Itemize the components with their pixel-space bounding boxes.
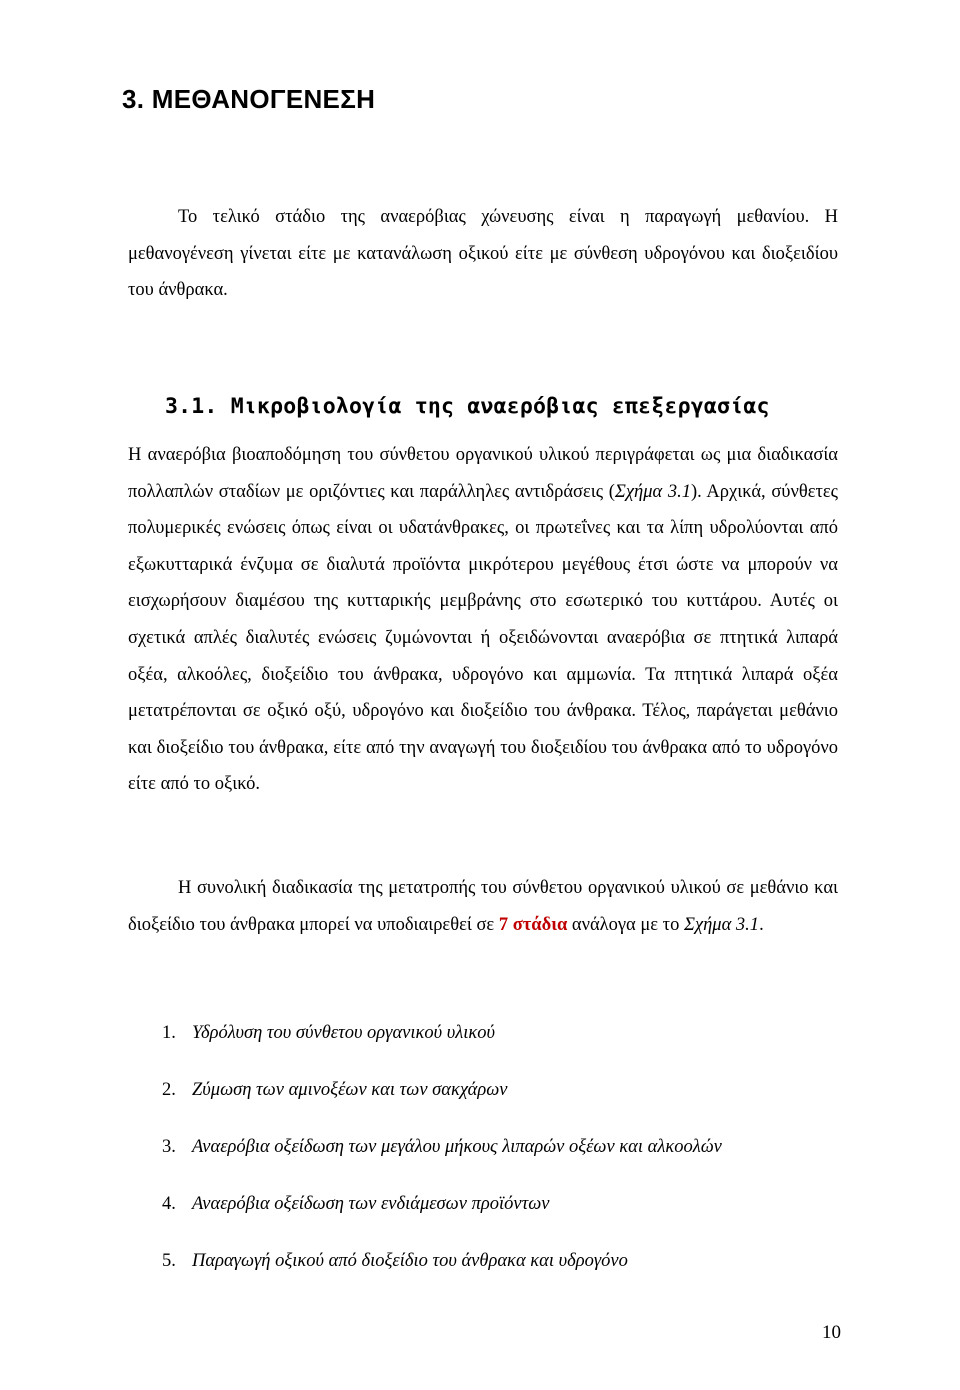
list-item	[162, 1018, 722, 1075]
stage-text: Υδρόλυση του σύνθετου οργανικού υλικού	[192, 1023, 496, 1043]
stage-count-highlight: 7 στάδια	[498, 914, 568, 935]
stage-number: 4.	[162, 1194, 176, 1214]
summary-text-part2: ανάλογα με το	[567, 914, 684, 935]
body-text-part2: ). Αρχικά, σύνθετες πολυμερικές ενώσεις όπως είναι οι υδατάνθρακες, οι πρωτεΐνες και τα λίπη υδρολύονται από εξωκυτταρικά ένζυμα σε διαλυτά προϊόντα μικρότερου μεγέθους έτσι ώστε να μπορούν να εισχωρήσουν διαμέσου της κυτταρικής μεμβράνης στο εσωτερικό του κυττάρου. Αυτές οι σχετικά απλές διαλυτές ενώσεις ζυμώνονται ή οξειδώνονται αναερόβια σε πτητικά λιπαρά οξέα, αλκοόλες, διοξείδιο του άνθρακα, υδρογόνο και αμμωνία. Τα πτητικά λιπαρά οξέα μετατρέπονται σε οξικό οξύ, υδρογόνο και διοξείδιο του άνθρακα. Τέλος, παράγεται μεθάνιο και διοξείδιο του άνθρακα, είτε από την αναγωγή του διοξειδίου του άνθρακα από το υδρογόνο είτε από το οξικό.	[128, 481, 838, 795]
stage-list	[162, 1018, 722, 1303]
page-number: 10	[822, 1322, 841, 1343]
summary-paragraph	[128, 870, 838, 943]
list-item	[162, 1246, 722, 1303]
section-title: 3.1. Μικροβιολογία της αναερόβιας επεξεργασίας	[165, 394, 770, 419]
section-body-paragraph	[128, 437, 838, 803]
stage-text: Αναερόβια οξείδωση των ενδιάμεσων προϊόντων	[192, 1194, 550, 1214]
body-text-part1: Η αναερόβια βιοαποδόμηση του σύνθετου οργανικού υλικού περιγράφεται ως μια διαδικασία πολλαπλών σταδίων με οριζόντιες και παράλληλες αντιδράσεις (	[128, 445, 838, 502]
stage-text: Παραγωγή οξικού από διοξείδιο του άνθρακα και υδρογόνο	[192, 1251, 628, 1271]
stage-number: 3.	[162, 1137, 176, 1157]
intro-paragraph: Το τελικό στάδιο της αναερόβιας χώνευσης είναι η παραγωγή μεθανίου. Η μεθανογένεση γίνεται είτε με κατανάλωση οξικού είτε με σύνθεση υδρογόνου και διοξειδίου του άνθρακα.	[128, 207, 838, 301]
figure-reference: Σχήμα 3.1	[614, 481, 691, 502]
list-item	[162, 1132, 722, 1189]
stage-number: 1.	[162, 1023, 176, 1043]
summary-text-part1: Η συνολική διαδικασία της μετατροπής του σύνθετου οργανικού υλικού σε μεθάνιο και διοξείδιο του άνθρακα μπορεί να υποδιαιρεθεί σε	[128, 878, 838, 935]
stage-number: 2.	[162, 1080, 176, 1100]
chapter-title: 3. ΜΕΘΑΝΟΓΕΝΕΣΗ	[122, 84, 376, 114]
stage-text: Ζύμωση των αμινοξέων και των σακχάρων	[192, 1080, 508, 1100]
stage-text: Αναερόβια οξείδωση των μεγάλου μήκους λιπαρών οξέων και αλκοολών	[192, 1137, 722, 1157]
figure-reference: Σχήμα 3.1	[684, 914, 760, 935]
stage-number: 5.	[162, 1251, 176, 1271]
list-item	[162, 1189, 722, 1246]
list-item	[162, 1075, 722, 1132]
summary-text-part3: .	[759, 914, 764, 935]
